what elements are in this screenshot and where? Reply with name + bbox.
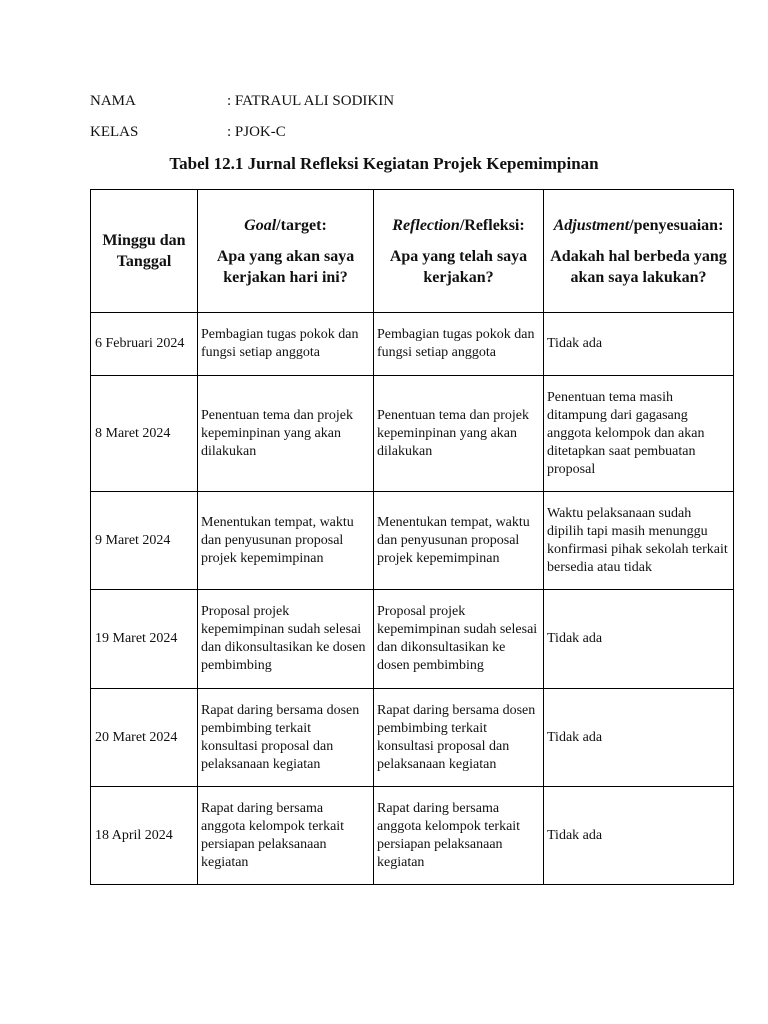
table-title: Tabel 12.1 Jurnal Refleksi Kegiatan Projek Kepemimpinan [169,154,599,173]
row-adjustment: Tidak ada [544,787,734,885]
table-row [91,590,734,689]
header-adjustment-italic: Adjustment [553,216,630,234]
header-goal-question: Apa yang akan saya kerjakan hari ini? [216,247,355,286]
header-goal-italic: Goal [244,216,277,234]
table-row [91,313,734,376]
kelas-value: : PJOK-C [227,124,286,140]
row-date: 20 Maret 2024 [91,689,198,787]
row-reflection: Menentukan tempat, waktu dan penyusunan proposal projek kepemimpinan [374,492,544,590]
row-adjustment: Tidak ada [544,590,734,689]
row-date: 9 Maret 2024 [91,492,198,590]
reflection-journal-table [90,189,734,885]
row-reflection: Rapat daring bersama dosen pembimbing terkait konsultasi proposal dan pelaksanaan kegiatan [374,689,544,787]
row-adjustment: Tidak ada [544,689,734,787]
header-goal [198,190,374,313]
header-adjustment-question: Adakah hal berbeda yang akan saya lakukan? [550,247,727,286]
table-row [91,492,734,590]
row-reflection: Pembagian tugas pokok dan fungsi setiap anggota [374,313,544,376]
kelas-row [90,123,286,141]
row-goal: Penentuan tema dan projek kepeminpinan yang akan dilakukan [198,376,374,492]
row-goal: Pembagian tugas pokok dan fungsi setiap anggota [198,313,374,376]
table-row [91,787,734,885]
row-reflection: Rapat daring bersama anggota kelompok terkait persiapan pelaksanaan kegiatan [374,787,544,885]
row-date: 19 Maret 2024 [91,590,198,689]
nama-row [90,92,394,110]
header-reflection-italic: Reflection [392,216,460,234]
table-row [91,689,734,787]
header-week-date: Minggu dan Tanggal [91,190,198,313]
table-row [91,376,734,492]
header-reflection-rest: /Refleksi: [459,216,525,234]
nama-value: : FATRAUL ALI SODIKIN [227,93,395,109]
row-adjustment: Tidak ada [544,313,734,376]
header-reflection-question: Apa yang telah saya kerjakan? [389,247,528,286]
header-adjustment-rest: /penyesuaian: [629,216,724,234]
row-reflection: Penentuan tema dan projek kepeminpinan yang akan dilakukan [374,376,544,492]
row-goal: Rapat daring bersama anggota kelompok terkait persiapan pelaksanaan kegiatan [198,787,374,885]
nama-label: NAMA [90,93,136,109]
row-reflection: Proposal projek kepemimpinan sudah selesai dan dikonsultasikan ke dosen pembimbing [374,590,544,689]
row-date: 18 April 2024 [91,787,198,885]
row-goal: Rapat daring bersama dosen pembimbing terkait konsultasi proposal dan pelaksanaan kegiatan [198,689,374,787]
row-date: 8 Maret 2024 [91,376,198,492]
header-reflection [374,190,544,313]
row-adjustment: Penentuan tema masih ditampung dari gagasang anggota kelompok dan akan ditetapkan saat pembuatan proposal [544,376,734,492]
row-adjustment: Waktu pelaksanaan sudah dipilih tapi masih menunggu konfirmasi pihak sekolah terkait bersedia atau tidak [544,492,734,590]
row-date: 6 Februari 2024 [91,313,198,376]
header-goal-rest: /target: [276,216,327,234]
kelas-label: KELAS [90,124,139,140]
row-goal: Proposal projek kepemimpinan sudah selesai dan dikonsultasikan ke dosen pembimbing [198,590,374,689]
table-header-row [91,190,734,313]
header-adjustment [544,190,734,313]
row-goal: Menentukan tempat, waktu dan penyusunan proposal projek kepemimpinan [198,492,374,590]
